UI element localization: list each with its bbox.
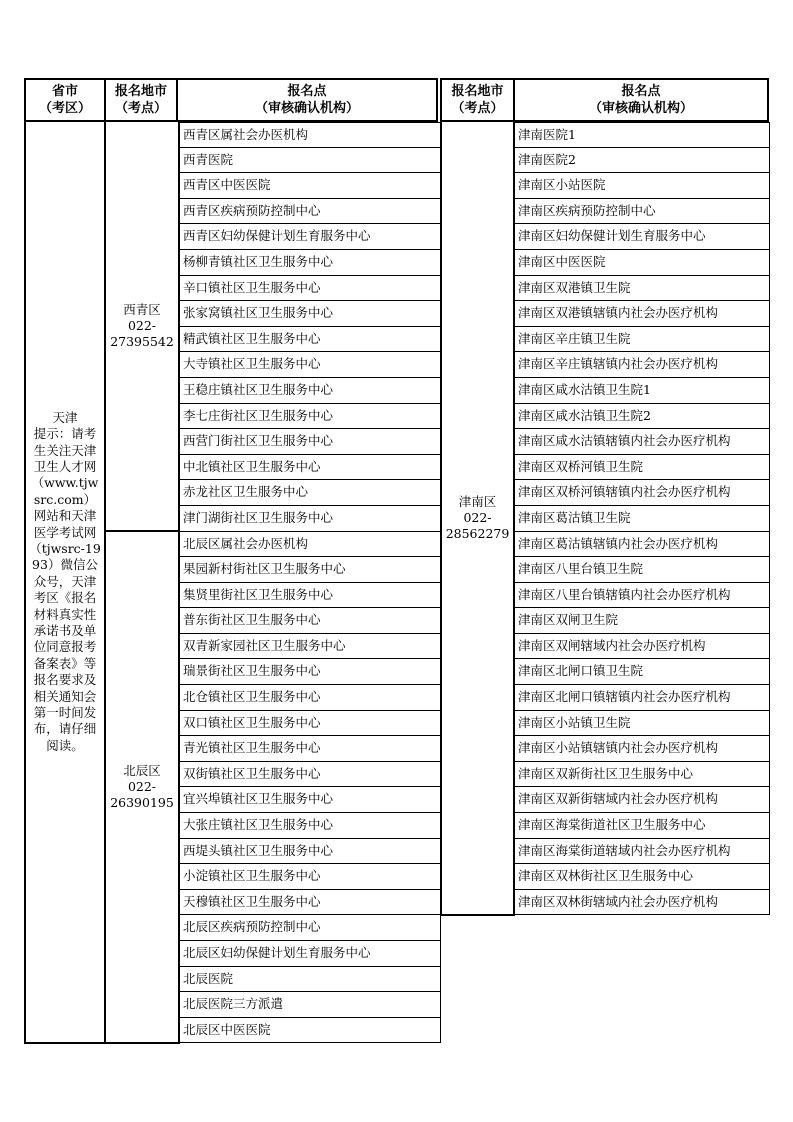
xiqing-site-row: 西青区妇幼保健计划生育服务中心: [179, 224, 441, 250]
header-city-right-line1: 报名地市: [451, 84, 504, 99]
jinnan-site-row: 津南区双林街社区卫生服务中心: [514, 864, 770, 890]
beichen-site-row: 北辰区妇幼保健计划生育服务中心: [179, 941, 441, 967]
district-xiqing-phone: 27395542: [110, 334, 174, 349]
jinnan-site-row: 津南区葛沽镇辖镇内社会办医疗机构: [514, 532, 770, 558]
jinnan-site-row: 津南区咸水沽镇辖镇内社会办医疗机构: [514, 429, 770, 455]
xiqing-site-row: 精武镇社区卫生服务中心: [179, 327, 441, 353]
xiqing-site-row: 辛口镇社区卫生服务中心: [179, 276, 441, 302]
beichen-site-row: 北辰医院三方派遣: [179, 992, 441, 1018]
province-cell: [24, 120, 106, 1044]
jinnan-site-row: 津南区葛沽镇卫生院: [514, 506, 770, 532]
jinnan-site-row: 津南区八里台镇卫生院: [514, 557, 770, 583]
header-site-right-line2: （审核确认机构）: [588, 101, 693, 116]
jinnan-site-row: 津南区双港镇卫生院: [514, 276, 770, 302]
right-header-row: [440, 78, 769, 122]
xiqing-site-row: 津门湖街社区卫生服务中心: [179, 506, 441, 532]
header-city-line1: 报名地市: [114, 84, 167, 99]
jinnan-site-row: 津南区辛庄镇卫生院: [514, 327, 770, 353]
jinnan-site-row: 津南区疾病预防控制中心: [514, 199, 770, 225]
jinnan-site-row: 津南医院1: [514, 122, 770, 148]
province-notice: 提示：请考生关注天津卫生人才网（www.tjwsrc.com）网站和天津医学考试网（tjwsrc-1993）微信公众号，天津考区《报名材料真实性承诺书及单位同意报考备案表》等报名要求及相关通知会第一时间发布，请仔细阅读。: [29, 426, 101, 753]
xiqing-site-row: 西青医院: [179, 148, 441, 174]
district-jinnan-info: [446, 494, 510, 542]
beichen-site-row: 双口镇社区卫生服务中心: [179, 711, 441, 737]
header-city-right-line2: （考点）: [451, 101, 504, 116]
beichen-site-row: 青光镇社区卫生服务中心: [179, 736, 441, 762]
xiqing-site-row: 赤龙社区卫生服务中心: [179, 480, 441, 506]
beichen-site-row: 集贤里街社区卫生服务中心: [179, 583, 441, 609]
jinnan-site-row: 津南区咸水沽镇卫生院1: [514, 378, 770, 404]
jinnan-site-row: 津南区双新街社区卫生服务中心: [514, 762, 770, 788]
district-jinnan-code: 022-: [463, 510, 492, 525]
beichen-site-row: 北仓镇社区卫生服务中心: [179, 685, 441, 711]
left-header-row: [24, 78, 438, 122]
xiqing-site-row: 王稳庄镇社区卫生服务中心: [179, 378, 441, 404]
jinnan-site-row: 津南区八里台镇辖镇内社会办医疗机构: [514, 583, 770, 609]
jinnan-site-row: 津南区北闸口镇卫生院: [514, 659, 770, 685]
beichen-site-row: 双青新家园社区卫生服务中心: [179, 634, 441, 660]
province-name: 天津: [52, 409, 78, 425]
header-province: [24, 78, 106, 122]
beichen-site-row: 北辰区中医医院: [179, 1018, 441, 1044]
jinnan-site-row: 津南区妇幼保健计划生育服务中心: [514, 224, 770, 250]
jinnan-site-row: 津南区双闸辖域内社会办医疗机构: [514, 634, 770, 660]
header-site-right-line1: 报名点: [621, 84, 661, 99]
jinnan-site-row: 津南区双港镇辖镇内社会办医疗机构: [514, 301, 770, 327]
xiqing-site-row: 张家窝镇社区卫生服务中心: [179, 301, 441, 327]
district-jinnan-name: 津南区: [458, 494, 497, 509]
jinnan-site-row: 津南区北闸口镇辖镇内社会办医疗机构: [514, 685, 770, 711]
header-site-line2: （审核确认机构）: [254, 101, 359, 116]
district-cell-xiqing: [104, 120, 180, 532]
xiqing-site-row: 中北镇社区卫生服务中心: [179, 455, 441, 481]
header-site: [176, 78, 438, 122]
jinnan-site-row: 津南区中医医院: [514, 250, 770, 276]
beichen-site-row: 果园新村街社区卫生服务中心: [179, 557, 441, 583]
beichen-site-row: 瑞景街社区卫生服务中心: [179, 659, 441, 685]
jinnan-site-row: 津南区辛庄镇辖镇内社会办医疗机构: [514, 352, 770, 378]
jinnan-site-row: 津南区双新街辖域内社会办医疗机构: [514, 787, 770, 813]
beichen-site-row: 天穆镇社区卫生服务中心: [179, 890, 441, 916]
beichen-site-row: 小淀镇社区卫生服务中心: [179, 864, 441, 890]
jinnan-site-row: 津南区海棠街道辖域内社会办医疗机构: [514, 839, 770, 865]
header-city-line2: （考点）: [114, 101, 167, 116]
jinnan-site-row: 津南医院2: [514, 148, 770, 174]
district-jinnan-phone: 28562279: [445, 526, 510, 541]
jinnan-site-row: 津南区小站镇辖镇内社会办医疗机构: [514, 736, 770, 762]
xiqing-site-row: 西青区疾病预防控制中心: [179, 199, 441, 225]
xiqing-site-row: 西青区属社会办医机构: [179, 122, 441, 148]
jinnan-site-row: 津南区小站医院: [514, 173, 770, 199]
district-xiqing-code: 022-: [127, 318, 157, 333]
xiqing-site-row: 李七庄街社区卫生服务中心: [179, 404, 441, 430]
header-city-right: [440, 78, 515, 122]
header-province-line2: （考区）: [38, 101, 91, 116]
jinnan-site-row: 津南区咸水沽镇卫生院2: [514, 404, 770, 430]
header-city: [104, 78, 178, 122]
beichen-site-row: 双街镇社区卫生服务中心: [179, 762, 441, 788]
district-cell-jinnan: [440, 120, 515, 916]
beichen-site-row: 北辰区疾病预防控制中心: [179, 915, 441, 941]
xiqing-site-row: 大寺镇社区卫生服务中心: [179, 352, 441, 378]
header-province-line1: 省市: [51, 84, 78, 99]
district-xiqing-name: 西青区: [123, 302, 161, 317]
header-site-line1: 报名点: [287, 84, 327, 99]
beichen-site-row: 西堤头镇社区卫生服务中心: [179, 839, 441, 865]
jinnan-site-row: 津南区双林街辖域内社会办医疗机构: [514, 890, 770, 916]
beichen-site-row: 普东街社区卫生服务中心: [179, 608, 441, 634]
district-beichen-code: 022-: [127, 779, 157, 794]
xiqing-site-row: 杨柳青镇社区卫生服务中心: [179, 250, 441, 276]
right-site-list: [514, 122, 770, 915]
jinnan-site-row: 津南区双闸卫生院: [514, 608, 770, 634]
district-beichen-name: 北辰区: [123, 763, 161, 778]
jinnan-site-row: 津南区双桥河镇卫生院: [514, 455, 770, 481]
beichen-site-row: 北辰医院: [179, 967, 441, 993]
jinnan-site-row: 津南区小站镇卫生院: [514, 711, 770, 737]
beichen-site-row: 宜兴埠镇社区卫生服务中心: [179, 787, 441, 813]
beichen-site-row: 北辰区属社会办医机构: [179, 532, 441, 558]
jinnan-site-row: 津南区海棠街道社区卫生服务中心: [514, 813, 770, 839]
header-site-right: [513, 78, 769, 122]
district-beichen-phone: 26390195: [110, 795, 174, 810]
left-site-list: [179, 122, 441, 1043]
district-cell-beichen: [104, 530, 180, 1044]
district-beichen-info: [110, 763, 174, 811]
jinnan-site-row: 津南区双桥河镇辖镇内社会办医疗机构: [514, 480, 770, 506]
beichen-site-row: 大张庄镇社区卫生服务中心: [179, 813, 441, 839]
district-xiqing-info: [110, 302, 174, 350]
province-content: [26, 410, 104, 755]
xiqing-site-row: 西青区中医医院: [179, 173, 441, 199]
xiqing-site-row: 西营门街社区卫生服务中心: [179, 429, 441, 455]
